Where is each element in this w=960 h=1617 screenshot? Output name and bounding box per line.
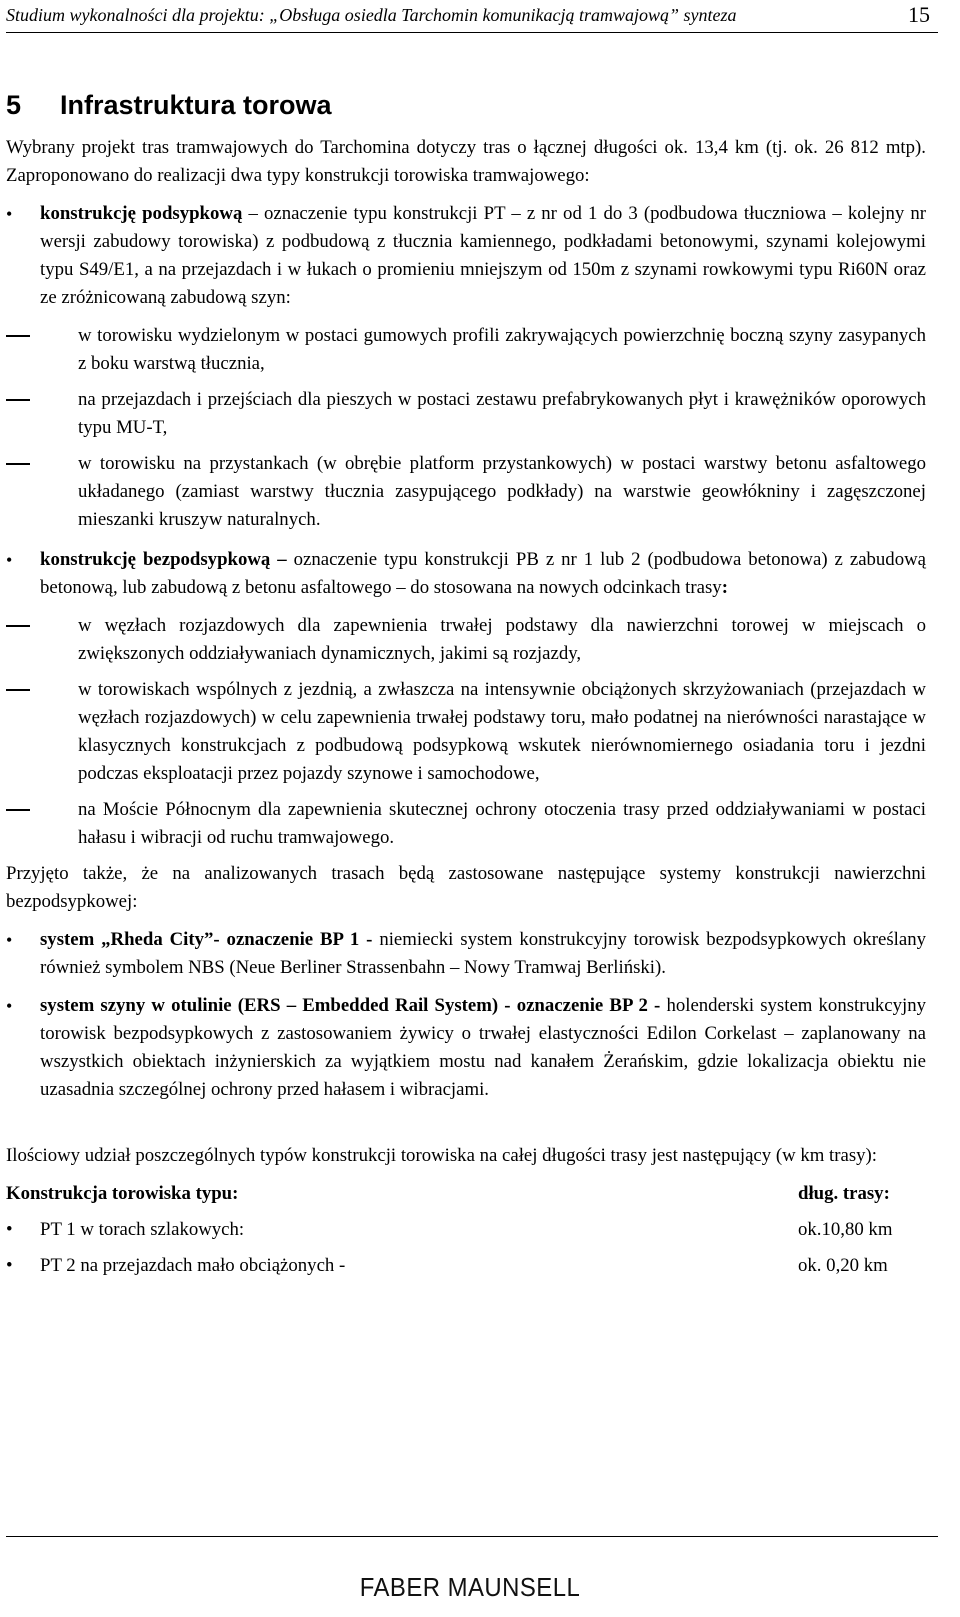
section-heading xyxy=(6,88,926,122)
dash-icon xyxy=(6,809,30,811)
dash-item xyxy=(6,676,926,788)
table-header-type: Konstrukcja torowiska typu: xyxy=(6,1183,239,1204)
footer-rule xyxy=(6,1536,938,1537)
dash-text: w torowisku wydzielonym w postaci gumowych profili zakrywających powierzchnię boczną szyny zasypanych z boku warstwą tłucznia, xyxy=(78,325,926,374)
bullet-icon: • xyxy=(6,550,13,570)
bullet-text: – oznaczenie typu konstrukcji PT – z nr od 1 do 3 (podbudowa tłuczniowa – kolejny nr wersji zabudowy torowiska) z podbudową z tłucznia kamiennego, podkładami betonowymi, szynami kolejowymi typu S49/E1, a na przejazdach i w łukach o promieniu mniejszym od 150m z szynami rowkowymi typu Ri60N oraz ze zróżnicowaną zabudową szyn: xyxy=(40,203,926,308)
bullet-item xyxy=(6,926,926,982)
page-header xyxy=(6,2,938,33)
table-header-row xyxy=(6,1180,926,1208)
dash-icon xyxy=(6,335,30,337)
section-number: 5 xyxy=(6,90,22,120)
dash-text: w węzłach rozjazdowych dla zapewnienia trwałej podstawy dla nawierzchni torowej w miejscach o zwiększonych oddziaływaniach dynamicznych, jakimi są rozjazdy, xyxy=(78,615,926,664)
bullet-item xyxy=(6,546,926,602)
bullet-text: niemiecki system konstrukcyjny torowisk bezpodsypkowych określany również symbolem NBS (Neue Berliner Strassenbahn – Nowy Tramwaj Berliński). xyxy=(40,929,926,978)
page-number: 15 xyxy=(908,2,930,27)
dash-item xyxy=(40,386,926,442)
spacer xyxy=(6,1114,926,1142)
dash-icon xyxy=(6,625,30,627)
dash-item xyxy=(40,450,926,534)
intro-paragraph: Wybrany projekt tras tramwajowych do Tarchomina dotyczy tras o łącznej długości ok. 13,4 km (tj. ok. 26 812 mtp). Zaproponowano do realizacji dwa typy konstrukcji torowiska tramwajowego: xyxy=(6,137,926,186)
dash-item xyxy=(40,322,926,378)
bullet-icon: • xyxy=(6,1219,13,1240)
table-row-value: ok. 0,20 km xyxy=(798,1255,888,1276)
dash-icon xyxy=(6,689,30,691)
faber-maunsell-logo: FABER MAUNSELL xyxy=(359,1572,581,1602)
page-content xyxy=(6,88,926,1288)
dash-text: na Moście Północnym dla zapewnienia skutecznej ochrony otoczenia trasy przed oddziaływaniami w postaci hałasu i wibracji od ruchu tramwajowego. xyxy=(78,799,926,848)
dash-icon xyxy=(6,463,30,465)
bullet-bold: konstrukcję podsypkową xyxy=(40,203,243,224)
table-row xyxy=(6,1216,926,1244)
bullet-bold: system szyny w otulinie (ERS – Embedded Rail System) - oznaczenie BP 2 - xyxy=(40,995,661,1016)
bullet-colon: : xyxy=(721,577,728,598)
bullet-icon: • xyxy=(6,996,13,1016)
dash-text: w torowisku na przystankach (w obrębie platform przystankowych) w postaci warstwy betonu asfaltowego układanego (zamiast warstwy tłucznia zasypującego podkłady) na warstwie geowłókniny i zagęszczonej mieszanki kruszyw naturalnych. xyxy=(78,453,926,530)
bullet-text: holenderski system konstrukcyjny torowisk bezpodsypkowych z zastosowaniem żywicy o trwałej elastyczności Edilon Corkelast – zaplanowany na wszystkich obiektach inżynierskich za wyjątkiem mostu nad kanałem Żerańskim, gdzie lokalizacja obiektu nie uzasadnia szczególnej ochrony przed hałasem i wibracjami. xyxy=(40,995,926,1100)
dash-icon xyxy=(6,399,30,401)
bullet-bold: system „Rheda City”- oznaczenie BP 1 - xyxy=(40,929,373,950)
dash-item xyxy=(6,612,926,668)
section-title: Infrastruktura torowa xyxy=(60,90,332,120)
bullet-bold: konstrukcję bezpodsypkową – xyxy=(40,549,287,570)
table-row-label: PT 2 na przejazdach mało obciążonych - xyxy=(40,1255,346,1276)
share-paragraph: Ilościowy udział poszczególnych typów konstrukcji torowiska na całej długości trasy jest następujący (w km trasy): xyxy=(6,1145,878,1166)
table-header-length: dług. trasy: xyxy=(798,1183,890,1204)
header-title: Studium wykonalności dla projektu: „Obsługa osiedla Tarchomin komunikacją tramwajową” synteza xyxy=(6,5,737,25)
systems-paragraph: Przyjęto także, że na analizowanych trasach będą zastosowane następujące systemy konstrukcji nawierzchni bezpodsypkowej: xyxy=(6,863,926,912)
bullet-text: oznaczenie typu konstrukcji PB z nr 1 lub 2 (podbudowa betonowa) z zabudową betonową, lub zabudową z betonu asfaltowego – do stosowana na nowych odcinkach trasy xyxy=(40,549,926,598)
bullet-icon: • xyxy=(6,1255,13,1276)
bullet-icon: • xyxy=(6,204,13,224)
bullet-icon: • xyxy=(6,930,13,950)
bullet-item xyxy=(6,200,926,312)
dash-text: w torowiskach wspólnych z jezdnią, a zwłaszcza na intensywnie obciążonych skrzyżowaniach (przejazdach w węzłach rozjazdowych) w celu zapewnienia trwałej podstawy toru, mało podatnej na nierówności narastające w klasycznych konstrukcjach z podbudową podsypkową wskutek nierównomiernego osiadania toru i jezdni podczas eksploatacji przez pojazdy szynowe i samochodowe, xyxy=(78,679,926,784)
bullet-item xyxy=(6,992,926,1104)
dash-text: na przejazdach i przejściach dla pieszych w postaci zestawu prefabrykowanych płyt i krawężników oporowych typu MU-T, xyxy=(78,389,926,438)
table-row-value: ok.10,80 km xyxy=(798,1219,893,1240)
dash-item xyxy=(6,796,926,852)
table-row-label: PT 1 w torach szlakowych: xyxy=(40,1219,245,1240)
table-row xyxy=(6,1252,926,1280)
